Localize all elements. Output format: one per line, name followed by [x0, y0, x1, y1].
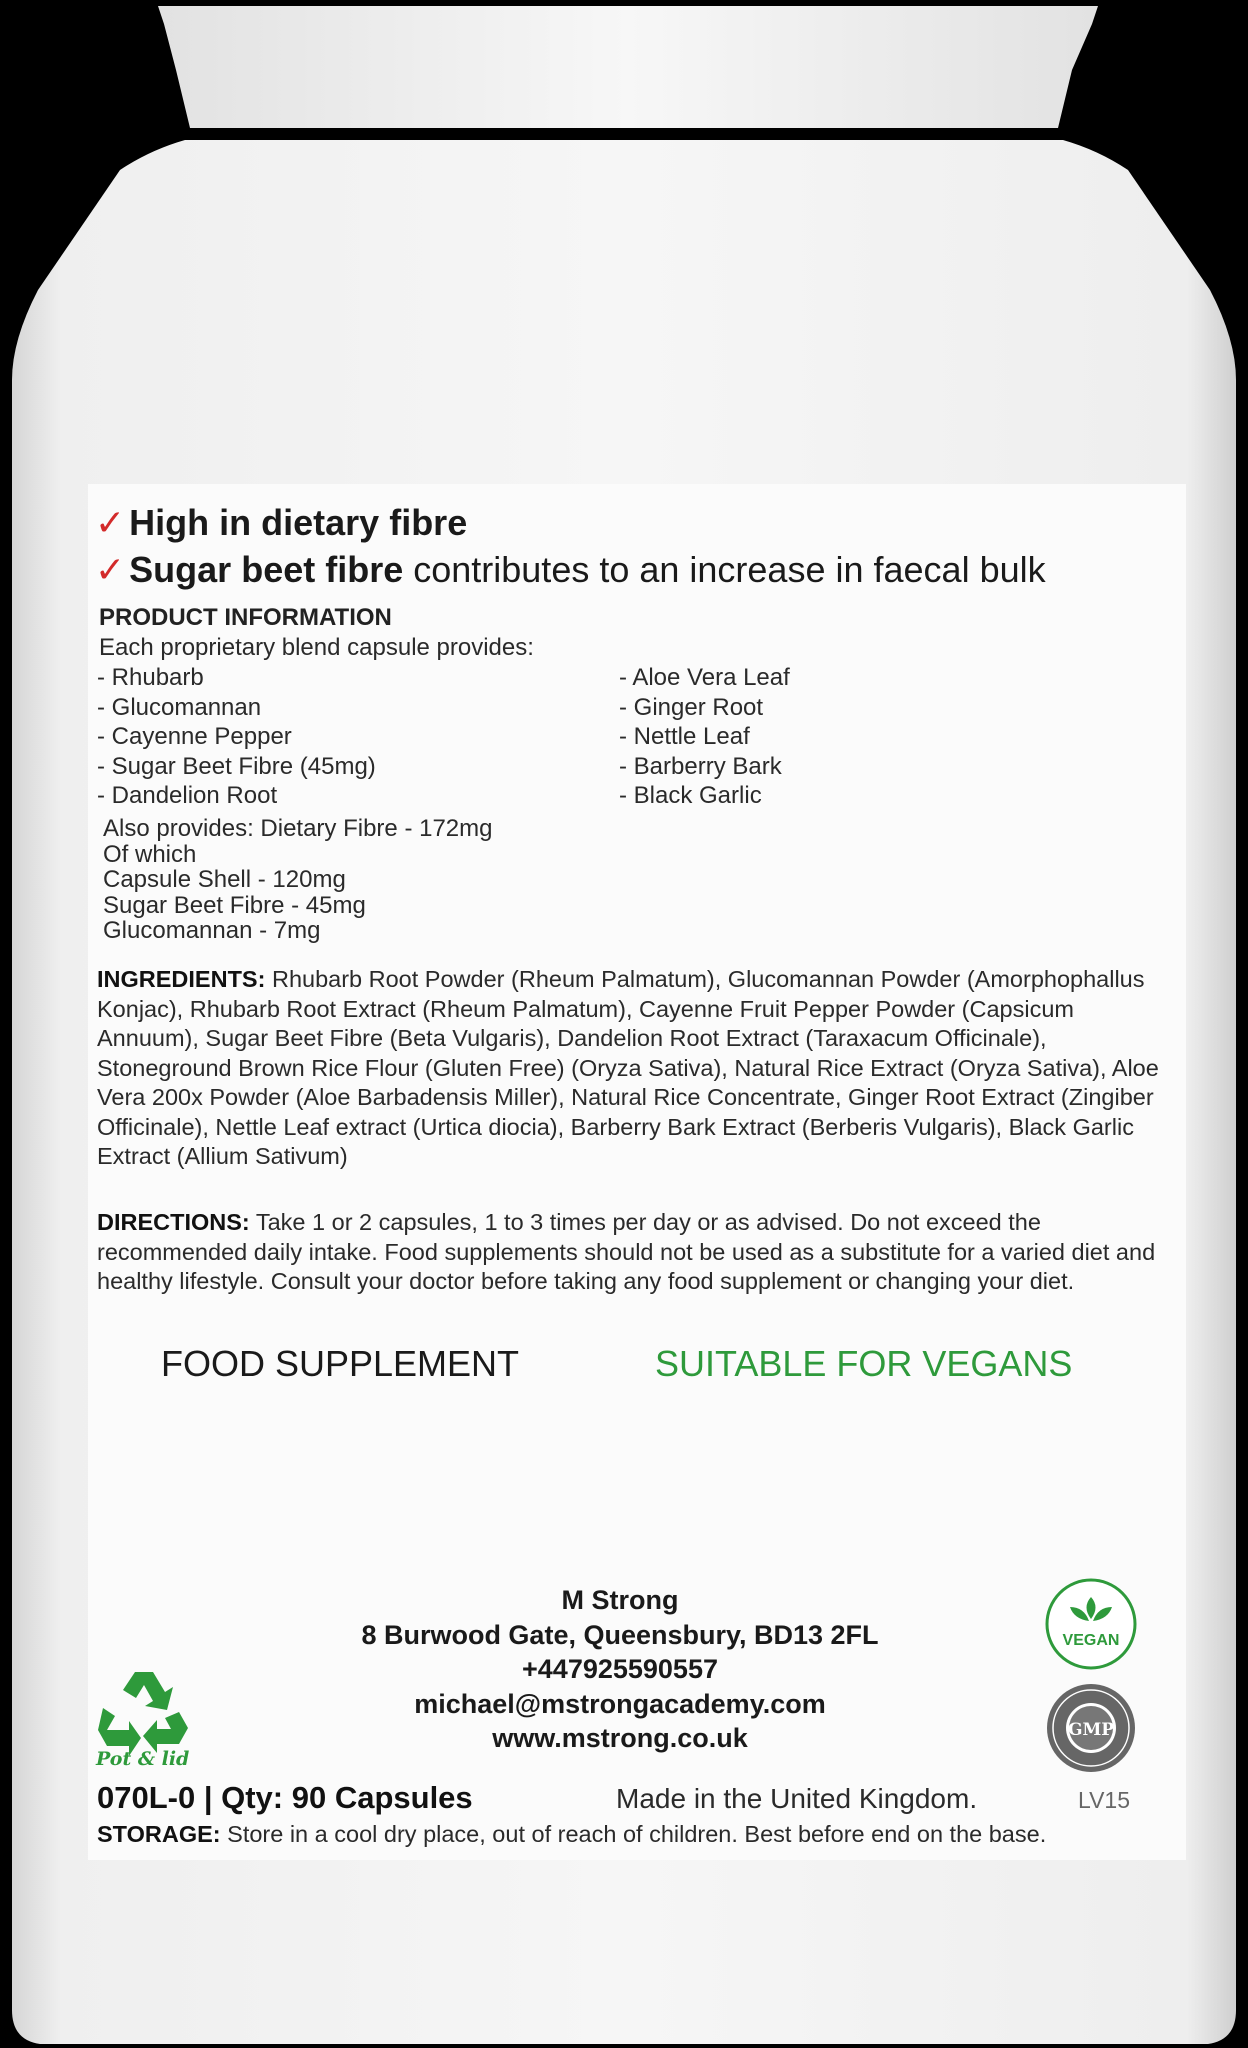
ingredients-label: INGREDIENTS: — [97, 966, 266, 992]
blend-item: - Black Garlic — [619, 782, 762, 809]
blend-item: - Dandelion Root — [97, 782, 278, 809]
email-address: michael@mstrongacademy.com — [414, 1688, 826, 1719]
product-info-heading: PRODUCT INFORMATION — [99, 604, 392, 631]
directions-label: DIRECTIONS: — [97, 1209, 250, 1235]
checkmark-icon: ✓ — [95, 503, 126, 544]
gmp-badge-label: GMP — [1067, 1720, 1115, 1740]
also-line: Glucomannan - 7mg — [103, 917, 321, 944]
directions-text: Take 1 or 2 capsules, 1 to 3 times per day or as advised. Do not exceed the recommended daily intake. Food supplements should not be used as a substitute for a varied diet and healthy lifestyle. Consult your doctor before taking any food supplement or changing your diet. — [97, 1209, 1156, 1294]
made-in: Made in the United Kingdom. — [616, 1783, 978, 1814]
also-line: Sugar Beet Fibre - 45mg — [103, 891, 366, 919]
directions — [97, 1208, 1172, 1297]
gmp-seal-icon — [1044, 1681, 1138, 1775]
product-info-intro: Each proprietary blend capsule provides: — [99, 634, 534, 661]
ingredients-text: Rhubarb Root Powder (Rheum Palmatum), Glucomannan Powder (Amorphophallus Konjac), Rhubarb Root Extract (Rheum Palmatum), Cayenne Fruit Pepper Powder (Capsicum Annuum), Sugar Beet Fibre (Beta Vulgaris), Dandelion Root Extract (Taraxacum Officinale), Stoneground Brown Rice Flour (Gluten Free) (Oryza Sativa), Natural Rice Extract (Oryza Sativa), Aloe Vera 200x Powder (Aloe Barbadensis Miller), Natural Rice Concentrate, Ginger Root Extract (Zingiber Officinale), Nettle Leaf extract (Urtica diocia), Barberry Bark Extract (Berberis Vulgaris), Black Garlic Extract (Allium Sativum) — [97, 966, 1159, 1169]
product-code: 070L-0 | Qty: 90 Capsules — [97, 1780, 473, 1815]
claims — [95, 500, 1046, 594]
blend-item: - Cayenne Pepper — [97, 723, 292, 750]
blend-item: - Nettle Leaf — [619, 723, 750, 750]
company-name: M Strong — [561, 1585, 679, 1615]
also-provides — [103, 816, 492, 944]
also-line: Capsule Shell - 120mg — [103, 866, 346, 893]
blend-item: - Glucomannan — [97, 693, 262, 721]
suitable-for-vegans: SUITABLE FOR VEGANS — [655, 1343, 1073, 1384]
vegan-leaf-icon — [1044, 1577, 1138, 1671]
claim-sugar-beet-rest: contributes to an increase in faecal bulk — [403, 549, 1046, 590]
version-code: LV15 — [1078, 1787, 1131, 1813]
storage-text: Store in a cool dry place, out of reach of children. Best before end on the base. — [220, 1821, 1047, 1847]
blend-item: - Rhubarb — [97, 664, 204, 691]
claim-fibre-bold: High in dietary fibre — [129, 502, 468, 543]
food-supplement: FOOD SUPPLEMENT — [161, 1343, 520, 1384]
address-block — [320, 1583, 920, 1756]
blend-list-left — [97, 663, 376, 811]
blend-item: - Barberry Bark — [619, 752, 782, 780]
storage — [97, 1821, 1046, 1848]
website: www.mstrong.co.uk — [492, 1723, 748, 1753]
blend-item: - Sugar Beet Fibre (45mg) — [97, 752, 376, 780]
storage-label: STORAGE: — [97, 1821, 221, 1847]
blend-item: - Ginger Root — [619, 693, 764, 721]
also-line: Also provides: Dietary Fibre - 172mg — [103, 815, 493, 842]
blend-list-right — [619, 663, 790, 811]
claim-sugar-beet — [95, 547, 1046, 594]
vegan-badge-label: VEGAN — [1062, 1632, 1120, 1649]
phone-number: +447925590557 — [522, 1654, 718, 1684]
ingredients — [97, 965, 1172, 1172]
claim-fibre — [95, 500, 1046, 547]
claim-sugar-beet-bold: Sugar beet fibre — [129, 549, 404, 590]
recycle-note: Pot & lid — [96, 1748, 190, 1770]
street-address: 8 Burwood Gate, Queensbury, BD13 2FL — [361, 1619, 879, 1650]
also-line: Of which — [103, 840, 197, 868]
recycle-icon — [95, 1668, 189, 1760]
blend-item: - Aloe Vera Leaf — [619, 664, 790, 691]
checkmark-icon: ✓ — [95, 550, 126, 591]
